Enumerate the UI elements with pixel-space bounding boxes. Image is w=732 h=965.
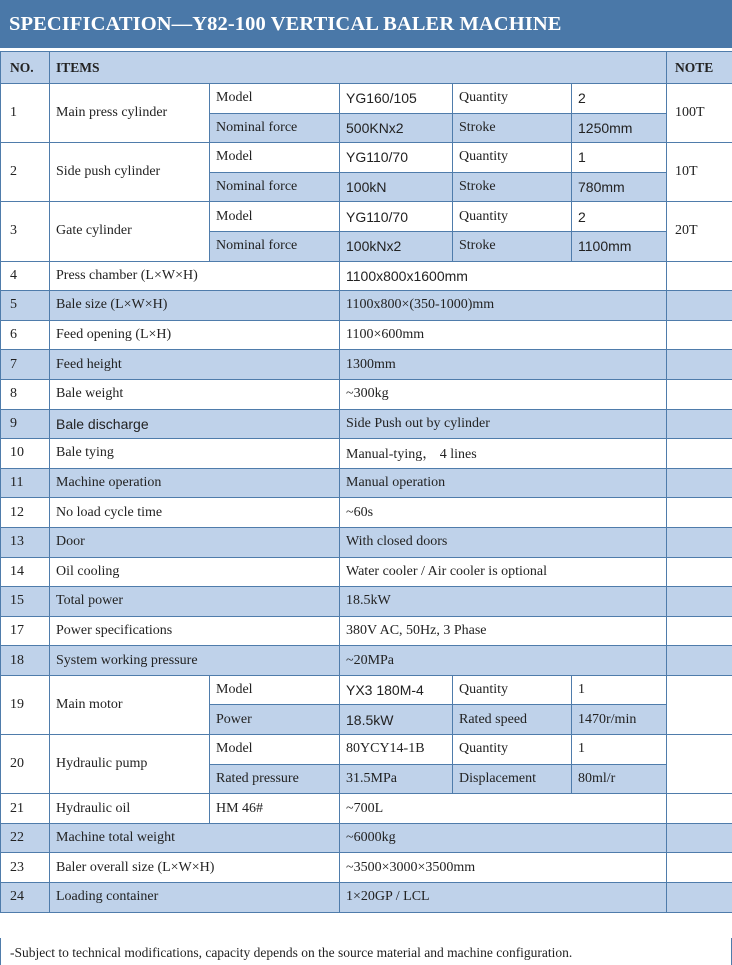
- row-number: 7: [1, 350, 50, 380]
- item-name: Feed height: [50, 350, 340, 380]
- item-name: Main motor: [50, 675, 210, 734]
- item-value: 18.5kW: [340, 587, 667, 617]
- item-name: System working pressure: [50, 646, 340, 676]
- table-row: [1, 587, 732, 617]
- row-number: 6: [1, 320, 50, 350]
- sub-value: 780mm: [572, 172, 667, 202]
- note-cell: 10T: [667, 143, 732, 202]
- item-name: Machine operation: [50, 468, 340, 498]
- row-number: 13: [1, 527, 50, 557]
- item-name: Door: [50, 527, 340, 557]
- header-no: NO.: [1, 52, 50, 84]
- item-name: Oil cooling: [50, 557, 340, 587]
- table-row: [1, 84, 732, 114]
- note-cell: [667, 853, 732, 883]
- sub-label: Quantity: [453, 143, 572, 173]
- item-value: ~300kg: [340, 379, 667, 409]
- oil-grade: HM 46#: [210, 794, 340, 824]
- table-row: [1, 646, 732, 676]
- row-number: 18: [1, 646, 50, 676]
- item-name: Baler overall size (L×W×H): [50, 853, 340, 883]
- sub-value: 1: [572, 143, 667, 173]
- sub-value: YX3 180M-4: [340, 675, 453, 705]
- row-number: 3: [1, 202, 50, 261]
- table-row: [1, 498, 732, 528]
- row-number: 22: [1, 823, 50, 853]
- note-cell: [667, 527, 732, 557]
- row-number: 5: [1, 291, 50, 321]
- header-items: ITEMS: [50, 52, 667, 84]
- item-name: Gate cylinder: [50, 202, 210, 261]
- table-row: [1, 409, 732, 439]
- item-name: Feed opening (L×H): [50, 320, 340, 350]
- header-note: NOTE: [667, 52, 732, 84]
- table-row: [1, 527, 732, 557]
- item-name: Machine total weight: [50, 823, 340, 853]
- sub-label: Stroke: [453, 113, 572, 143]
- sub-label: Model: [210, 675, 340, 705]
- item-name: Loading container: [50, 883, 340, 913]
- table-row: [1, 853, 732, 883]
- note-cell: [667, 794, 732, 824]
- table-row: [1, 823, 732, 853]
- table-row: [1, 291, 732, 321]
- item-value: 1300mm: [340, 350, 667, 380]
- item-value: 1×20GP / LCL: [340, 883, 667, 913]
- item-value: ~3500×3000×3500mm: [340, 853, 667, 883]
- item-name: Hydraulic pump: [50, 735, 210, 794]
- sub-label: Rated speed: [453, 705, 572, 735]
- sub-value: 18.5kW: [340, 705, 453, 735]
- item-name: Bale size (L×W×H): [50, 291, 340, 321]
- sub-label: Model: [210, 143, 340, 173]
- note-cell: [667, 735, 732, 794]
- sub-value: 2: [572, 202, 667, 232]
- sub-label: Quantity: [453, 735, 572, 765]
- sub-label: Stroke: [453, 172, 572, 202]
- item-value: ~20MPa: [340, 646, 667, 676]
- table-row: [1, 439, 732, 469]
- item-value: 1100x800×(350-1000)mm: [340, 291, 667, 321]
- note-cell: [667, 261, 732, 291]
- item-name: Side push cylinder: [50, 143, 210, 202]
- item-value: 1100×600mm: [340, 320, 667, 350]
- item-value: Water cooler / Air cooler is optional: [340, 557, 667, 587]
- note-cell: [667, 350, 732, 380]
- table-row: [1, 379, 732, 409]
- note-cell: [667, 468, 732, 498]
- note-cell: [667, 646, 732, 676]
- item-name: Bale tying: [50, 439, 340, 469]
- sub-label: Quantity: [453, 84, 572, 114]
- sub-label: Stroke: [453, 231, 572, 261]
- sub-label: Nominal force: [210, 113, 340, 143]
- item-value: Side Push out by cylinder: [340, 409, 667, 439]
- sub-label: Quantity: [453, 202, 572, 232]
- item-value: 380V AC, 50Hz, 3 Phase: [340, 616, 667, 646]
- sub-value: 80ml/r: [572, 764, 667, 794]
- item-value: Manual-tying， 4 lines: [340, 439, 667, 469]
- note-cell: 100T: [667, 84, 732, 143]
- note-cell: [667, 557, 732, 587]
- item-name: Bale weight: [50, 379, 340, 409]
- row-number: 20: [1, 735, 50, 794]
- row-number: 11: [1, 468, 50, 498]
- table-row: [1, 883, 732, 913]
- row-number: 10: [1, 439, 50, 469]
- item-value: Manual operation: [340, 468, 667, 498]
- item-value: With closed doors: [340, 527, 667, 557]
- page-title: SPECIFICATION—Y82-100 VERTICAL BALER MACHINE: [0, 0, 732, 48]
- row-number: 9: [1, 409, 50, 439]
- row-number: 21: [1, 794, 50, 824]
- table-row: [1, 143, 732, 173]
- note-cell: [667, 823, 732, 853]
- sub-value: 1100mm: [572, 231, 667, 261]
- row-number: 17: [1, 616, 50, 646]
- item-name: Power specifications: [50, 616, 340, 646]
- note-cell: 20T: [667, 202, 732, 261]
- note-cell: [667, 498, 732, 528]
- table-row: [1, 468, 732, 498]
- table-header: [1, 52, 732, 84]
- sub-value: 1250mm: [572, 113, 667, 143]
- table-row: [1, 675, 732, 705]
- note-cell: [667, 587, 732, 617]
- note-cell: [667, 616, 732, 646]
- note-cell: [667, 883, 732, 913]
- spec-table: [0, 51, 732, 913]
- sub-value: 1: [572, 735, 667, 765]
- row-number: 4: [1, 261, 50, 291]
- sub-value: 100kNx2: [340, 231, 453, 261]
- item-value: 1100x800x1600mm: [340, 261, 667, 291]
- sub-value: YG110/70: [340, 143, 453, 173]
- table-row: [1, 735, 732, 765]
- item-value: ~6000kg: [340, 823, 667, 853]
- sub-label: Power: [210, 705, 340, 735]
- sub-label: Displacement: [453, 764, 572, 794]
- table-row: [1, 616, 732, 646]
- row-number: 23: [1, 853, 50, 883]
- row-number: 19: [1, 675, 50, 734]
- note-cell: [667, 320, 732, 350]
- sub-value: 1: [572, 675, 667, 705]
- item-value: ~700L: [340, 794, 667, 824]
- item-name: Total power: [50, 587, 340, 617]
- row-number: 24: [1, 883, 50, 913]
- sub-value: 2: [572, 84, 667, 114]
- item-name: Press chamber (L×W×H): [50, 261, 340, 291]
- sub-value: YG110/70: [340, 202, 453, 232]
- table-row: [1, 794, 732, 824]
- sub-label: Model: [210, 84, 340, 114]
- note-cell: [667, 675, 732, 734]
- item-name: Main press cylinder: [50, 84, 210, 143]
- sub-label: Model: [210, 202, 340, 232]
- sub-value: 100kN: [340, 172, 453, 202]
- sub-value: 500KNx2: [340, 113, 453, 143]
- item-name: Bale discharge: [50, 409, 340, 439]
- sub-label: Nominal force: [210, 231, 340, 261]
- note-cell: [667, 291, 732, 321]
- item-value: ~60s: [340, 498, 667, 528]
- note-cell: [667, 439, 732, 469]
- item-name: Hydraulic oil: [50, 794, 210, 824]
- note-cell: [667, 409, 732, 439]
- sub-label: Rated pressure: [210, 764, 340, 794]
- item-name: No load cycle time: [50, 498, 340, 528]
- note-cell: [667, 379, 732, 409]
- sub-value: 31.5MPa: [340, 764, 453, 794]
- table-row: [1, 320, 732, 350]
- sub-label: Nominal force: [210, 172, 340, 202]
- sub-value: YG160/105: [340, 84, 453, 114]
- table-row: [1, 202, 732, 232]
- sub-label: Model: [210, 735, 340, 765]
- row-number: 8: [1, 379, 50, 409]
- table-row: [1, 350, 732, 380]
- footer-disclaimer: -Subject to technical modifications, capacity depends on the source material and machine configuration.: [0, 938, 732, 965]
- row-number: 14: [1, 557, 50, 587]
- row-number: 2: [1, 143, 50, 202]
- table-row: [1, 261, 732, 291]
- sub-value: 80YCY14-1B: [340, 735, 453, 765]
- row-number: 1: [1, 84, 50, 143]
- sub-label: Quantity: [453, 675, 572, 705]
- sub-value: 1470r/min: [572, 705, 667, 735]
- row-number: 15: [1, 587, 50, 617]
- row-number: 12: [1, 498, 50, 528]
- table-row: [1, 557, 732, 587]
